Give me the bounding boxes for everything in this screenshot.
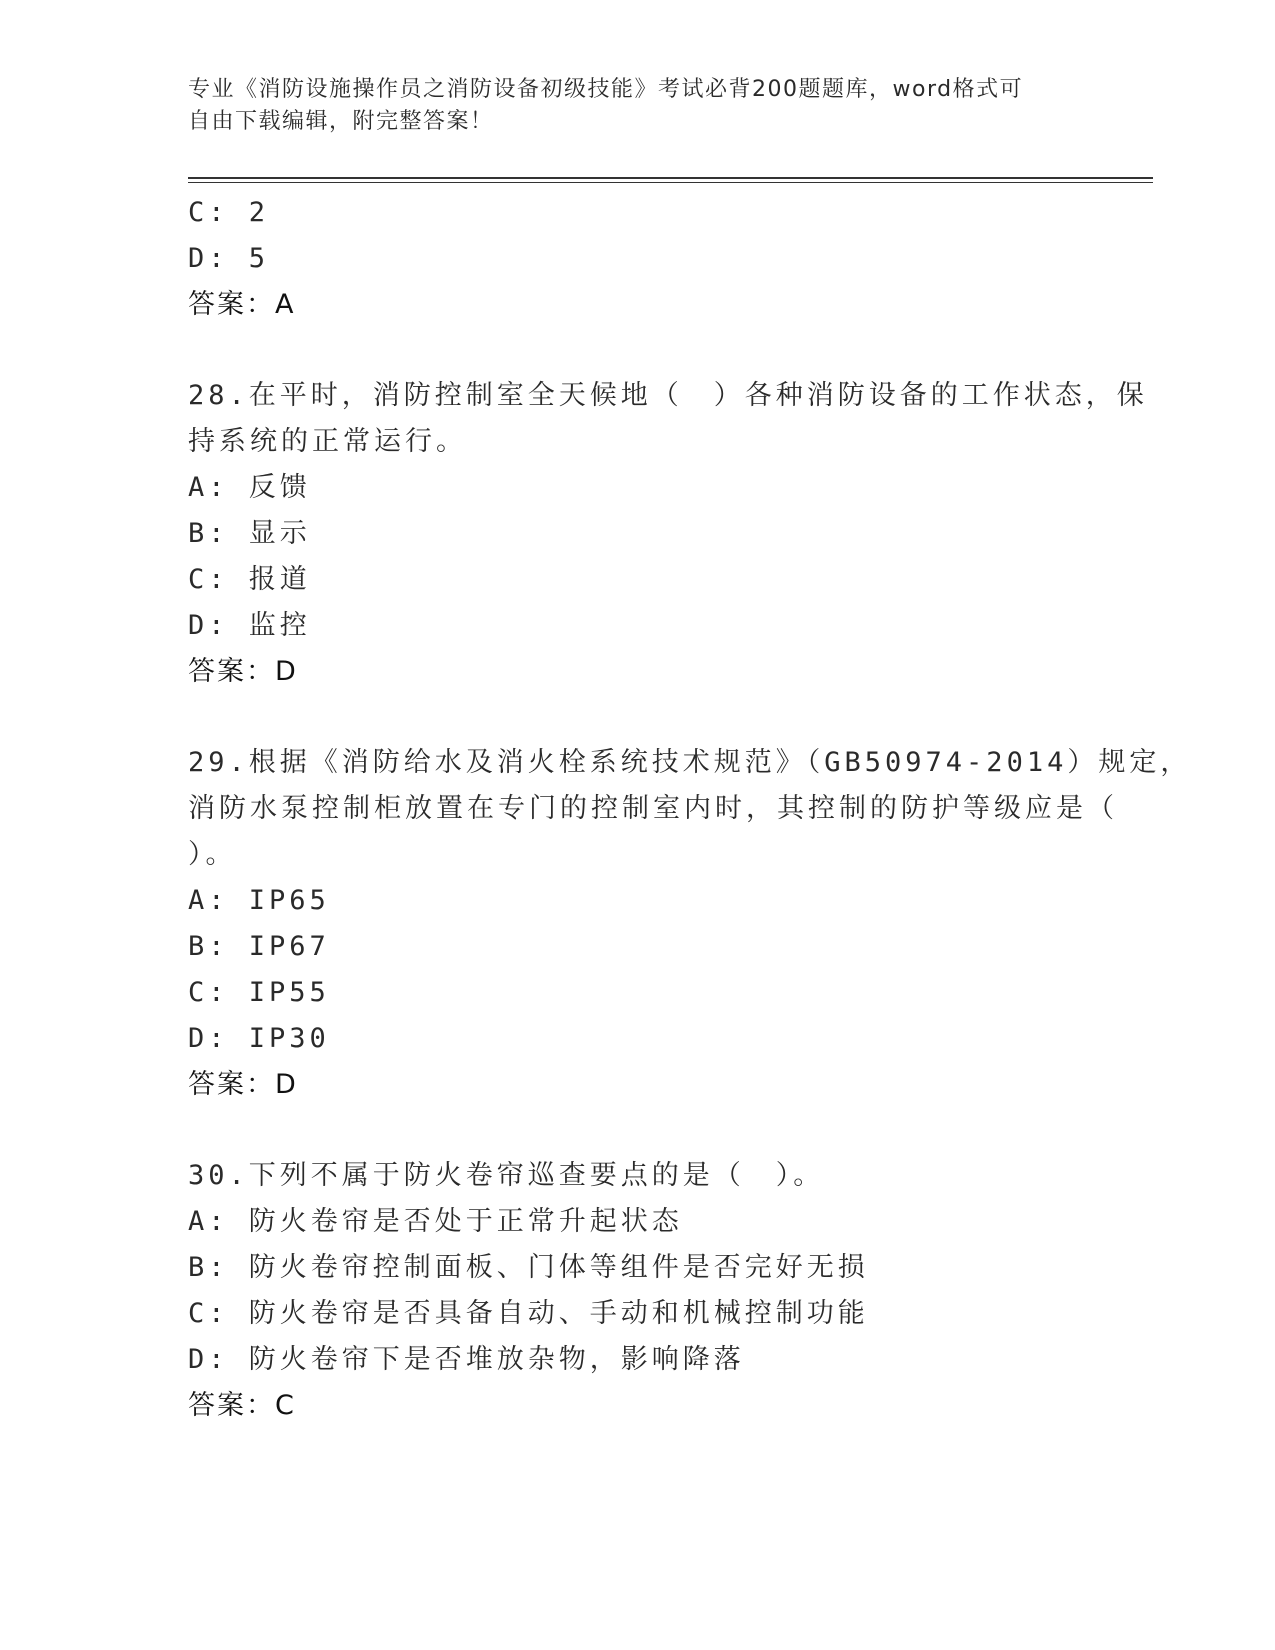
option-text: 防火卷帘是否具备自动、手动和机械控制功能 bbox=[248, 1298, 869, 1329]
question-28 bbox=[188, 373, 1148, 695]
option-c bbox=[188, 190, 1088, 236]
option-text: IP67 bbox=[248, 931, 330, 962]
option-label: A: bbox=[188, 1206, 229, 1237]
answer-line: 答案：C bbox=[188, 1390, 296, 1421]
option-label: D: bbox=[188, 1023, 229, 1054]
option-text: IP55 bbox=[248, 977, 330, 1008]
option-text: 防火卷帘下是否堆放杂物，影响降落 bbox=[248, 1344, 745, 1375]
question-list bbox=[188, 190, 1192, 1429]
option-a bbox=[188, 465, 1088, 511]
option-text: 反馈 bbox=[248, 472, 311, 503]
option-text: IP65 bbox=[248, 885, 330, 916]
document-header bbox=[188, 74, 1078, 138]
option-text: 5 bbox=[248, 243, 270, 274]
option-c bbox=[188, 557, 1088, 603]
option-label: D: bbox=[188, 1344, 229, 1375]
answer-line: 答案：D bbox=[188, 1069, 298, 1100]
option-d bbox=[188, 1337, 1088, 1383]
option-text: 报道 bbox=[248, 564, 311, 595]
option-label: B: bbox=[188, 1252, 229, 1283]
option-d bbox=[188, 603, 1088, 649]
option-b bbox=[188, 924, 1088, 970]
header-divider-top bbox=[188, 177, 1153, 179]
answer-line: 答案：A bbox=[188, 289, 296, 320]
header-line-2: 自由下载编辑，附完整答案！ bbox=[188, 109, 494, 134]
question-text-line: 30.下列不属于防火卷帘巡查要点的是（ ）。 bbox=[188, 1160, 825, 1191]
header-line-1: 专业《消防设施操作员之消防设备初级技能》考试必背200题题库，word格式可 bbox=[188, 77, 1024, 102]
option-text: 监控 bbox=[248, 610, 311, 641]
option-a bbox=[188, 878, 1088, 924]
option-label: D: bbox=[188, 243, 229, 274]
option-d bbox=[188, 1016, 1088, 1062]
option-label: B: bbox=[188, 518, 229, 549]
question-text-line: 28.在平时，消防控制室全天候地（ ）各种消防设备的工作状态，保 bbox=[188, 380, 1148, 411]
option-d bbox=[188, 236, 1088, 282]
question-text-line: 消防水泵控制柜放置在专门的控制室内时，其控制的防护等级应是（ bbox=[188, 793, 1118, 824]
question-text-line: ）。 bbox=[188, 839, 237, 870]
option-a bbox=[188, 1199, 1088, 1245]
option-c bbox=[188, 970, 1088, 1016]
option-text: 防火卷帘是否处于正常升起状态 bbox=[248, 1206, 683, 1237]
prev-question-tail bbox=[188, 190, 1088, 328]
option-label: B: bbox=[188, 931, 229, 962]
option-label: C: bbox=[188, 1298, 229, 1329]
question-text-line: 持系统的正常运行。 bbox=[188, 426, 467, 457]
question-text-line: 29.根据《消防给水及消火栓系统技术规范》（GB50974-2014）规定， bbox=[188, 747, 1192, 778]
option-text: 2 bbox=[248, 197, 270, 228]
option-label: C: bbox=[188, 977, 229, 1008]
option-b bbox=[188, 511, 1088, 557]
answer-line: 答案：D bbox=[188, 656, 298, 687]
option-b bbox=[188, 1245, 1088, 1291]
option-label: A: bbox=[188, 472, 229, 503]
option-label: A: bbox=[188, 885, 229, 916]
option-label: C: bbox=[188, 197, 229, 228]
option-text: 防火卷帘控制面板、门体等组件是否完好无损 bbox=[248, 1252, 869, 1283]
header-divider-bottom bbox=[188, 182, 1153, 183]
question-29 bbox=[188, 740, 1192, 1108]
question-30 bbox=[188, 1153, 1088, 1429]
option-label: D: bbox=[188, 610, 229, 641]
option-label: C: bbox=[188, 564, 229, 595]
option-text: IP30 bbox=[248, 1023, 330, 1054]
option-c bbox=[188, 1291, 1088, 1337]
option-text: 显示 bbox=[248, 518, 311, 549]
